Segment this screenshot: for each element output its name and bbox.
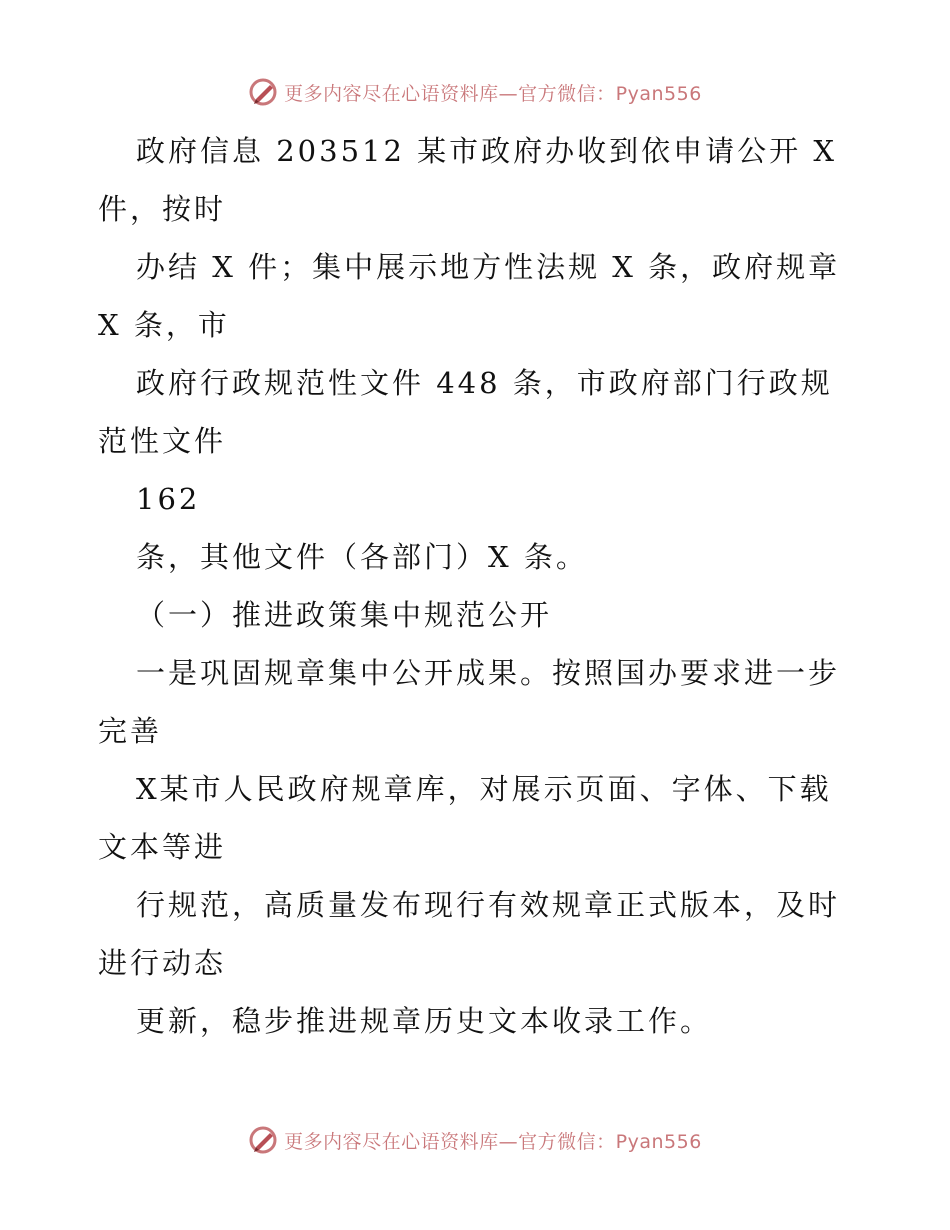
paragraph-2: 办结 X 件；集中展示地方性法规 X 条，政府规章 X 条，市 [98, 250, 841, 342]
paragraph-4: 162 [136, 482, 201, 516]
paragraph-8: X某市人民政府规章库，对展示页面、字体、下载文本等进 [98, 772, 832, 864]
watermark-text: 更多内容尽在心语资料库—官方微信：Pyan556 [284, 1130, 702, 1153]
pen-circle-icon [248, 1125, 278, 1155]
pen-circle-icon [248, 77, 278, 107]
paragraph-3: 政府行政规范性文件 448 条，市政府部门行政规范性文件 [98, 366, 833, 458]
watermark-text: 更多内容尽在心语资料库—官方微信：Pyan556 [284, 82, 702, 105]
paragraph-9: 行规范，高质量发布现行有效规章正式版本，及时进行动态 [98, 888, 841, 980]
paragraph-1: 政府信息 203512 某市政府办收到依申请公开 X 件，按时 [98, 134, 838, 226]
footer-watermark [0, 1120, 950, 1160]
paragraph-5: 条，其他文件（各部门）X 条。 [136, 540, 588, 574]
paragraph-7: 一是巩固规章集中公开成果。按照国办要求进一步完善 [98, 656, 841, 748]
document-body [98, 122, 858, 1050]
header-watermark [0, 72, 950, 112]
section-heading: （一）推进政策集中规范公开 [136, 598, 553, 632]
paragraph-10: 更新，稳步推进规章历史文本收录工作。 [136, 1004, 713, 1038]
